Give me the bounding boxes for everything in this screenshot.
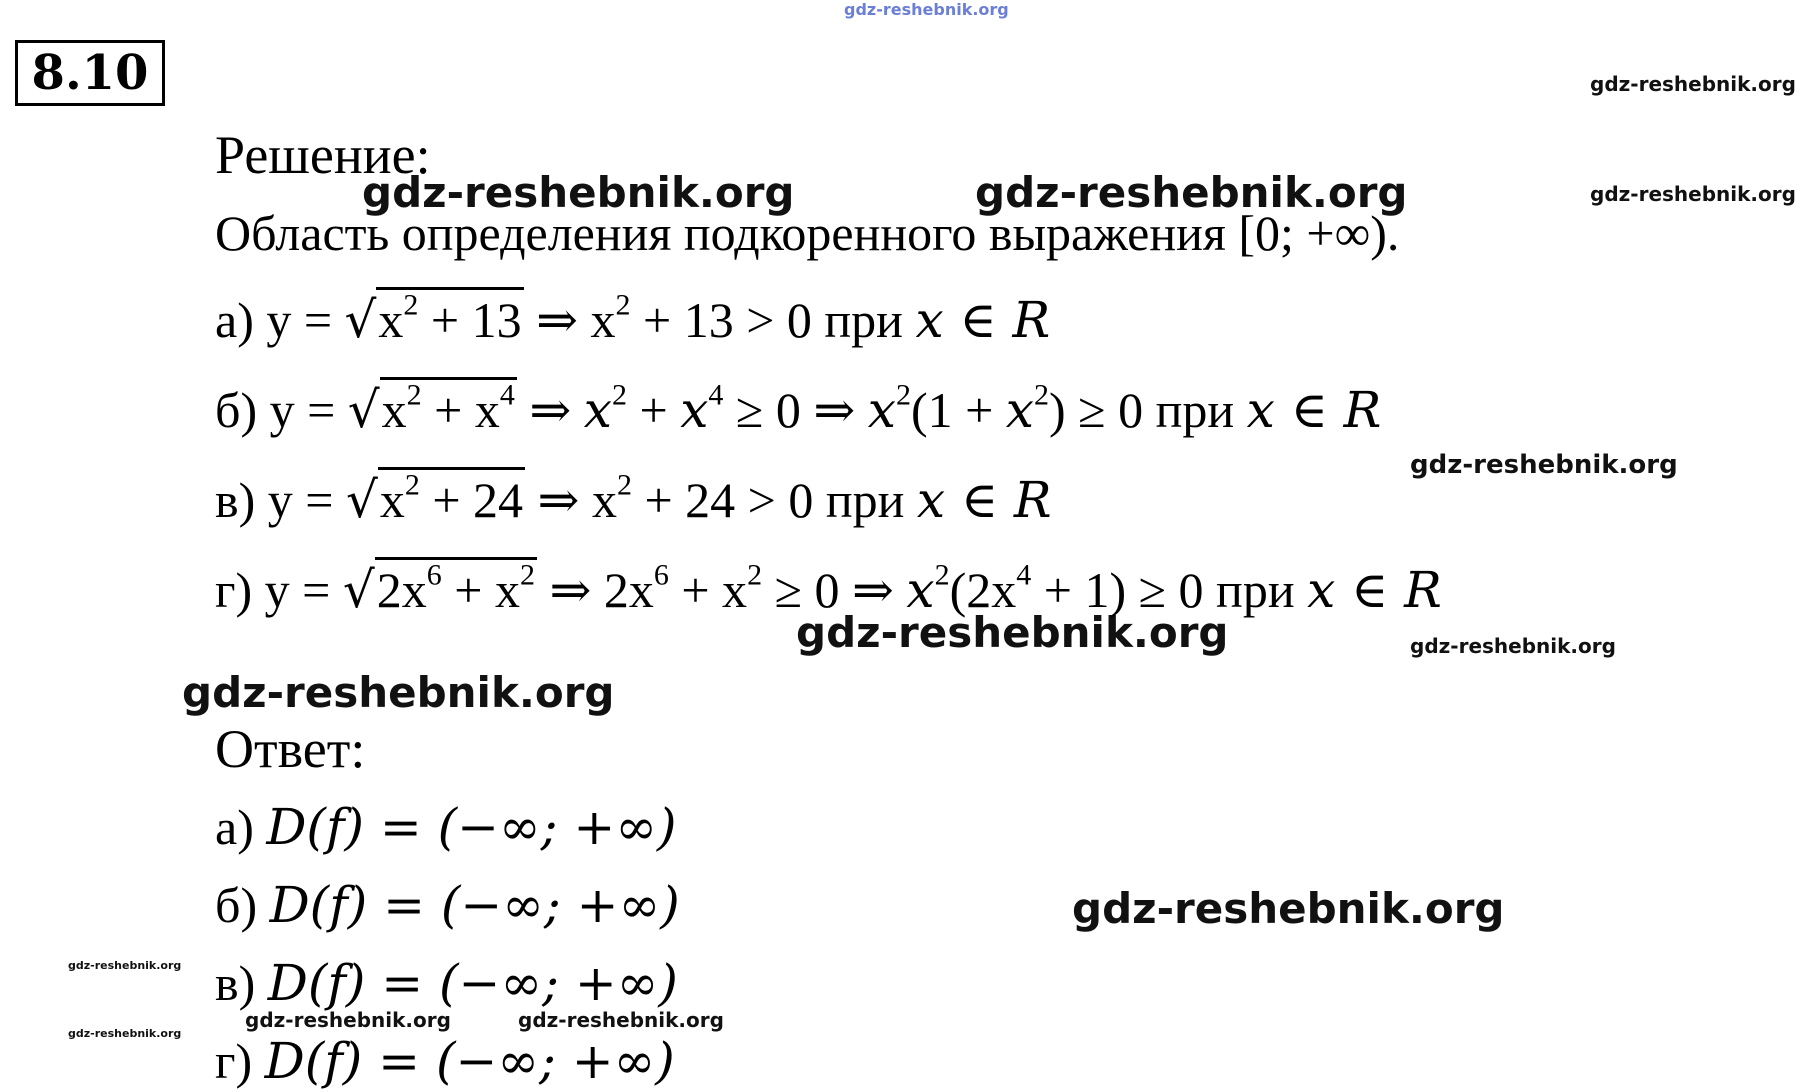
rhs-part: ) ≥ 0 при xyxy=(1049,382,1247,438)
watermark: gdz-reshebnik.org xyxy=(245,1008,451,1032)
radicand-part: + x xyxy=(421,382,500,438)
solution-line-a xyxy=(215,288,1051,349)
item-label: г) xyxy=(215,562,253,618)
radical xyxy=(345,468,525,529)
exponent: 4 xyxy=(1016,558,1032,592)
exponent: 4 xyxy=(708,378,724,412)
rhs-part: (2x xyxy=(949,562,1017,618)
watermark: gdz-reshebnik.org xyxy=(1410,634,1616,658)
exponent: 2 xyxy=(747,558,763,592)
rhs-part: + 13 > 0 при xyxy=(630,292,916,348)
exponent: 2 xyxy=(611,378,627,412)
exponent: 6 xyxy=(653,558,669,592)
rhs-part: + xyxy=(626,382,681,438)
watermark: gdz-reshebnik.org xyxy=(68,1027,182,1040)
radicand-part: + 24 xyxy=(419,472,524,528)
domain-var: x ∈ R xyxy=(916,471,1052,529)
answer-expr: D(f) = (−∞; +∞) xyxy=(266,798,677,856)
lhs: y = xyxy=(266,292,345,348)
domain-var: x ∈ R xyxy=(1246,381,1382,439)
watermark: gdz-reshebnik.org xyxy=(1590,72,1796,96)
item-label: в) xyxy=(215,472,268,528)
var: x xyxy=(1005,381,1034,439)
item-label: б) xyxy=(215,382,258,438)
exponent: 2 xyxy=(895,378,911,412)
var: x xyxy=(583,381,612,439)
answer-b xyxy=(215,876,680,934)
rhs-part: ≥ 0 ⇒ xyxy=(723,382,868,438)
item-label: в) xyxy=(215,955,256,1011)
watermark: gdz-reshebnik.org xyxy=(796,608,1229,657)
problem-number: 8.10 xyxy=(15,40,165,106)
rhs-part: ≥ 0 ⇒ xyxy=(762,562,907,618)
radicand xyxy=(376,287,523,348)
watermark: gdz-reshebnik.org xyxy=(182,668,615,717)
radicand xyxy=(378,467,525,528)
answer-v xyxy=(215,954,678,1012)
radical xyxy=(344,288,524,349)
item-label: г) xyxy=(215,1033,253,1089)
item-label: б) xyxy=(215,877,258,933)
radical xyxy=(342,558,537,619)
watermark: gdz-reshebnik.org xyxy=(1072,884,1505,933)
radicand-part: x xyxy=(381,382,407,438)
rhs-part: ⇒ 2x xyxy=(536,562,654,618)
exponent: 6 xyxy=(426,558,442,592)
watermark: gdz-reshebnik.org xyxy=(68,959,182,972)
exponent: 2 xyxy=(404,468,420,502)
radicand xyxy=(380,377,517,438)
domain-var: x ∈ R xyxy=(1307,561,1442,619)
rhs-part: ⇒ x xyxy=(525,472,617,528)
lhs: y = xyxy=(267,472,346,528)
sqrt-icon: √ xyxy=(345,471,378,529)
exponent: 2 xyxy=(403,288,419,322)
rhs-part: + x xyxy=(668,562,748,618)
exponent: 2 xyxy=(615,288,631,322)
rhs-part: ⇒ x xyxy=(523,292,616,348)
rhs-part: ⇒ xyxy=(516,382,584,438)
exponent: 4 xyxy=(499,378,515,412)
radicand xyxy=(375,557,537,618)
answer-g xyxy=(215,1032,675,1090)
solution-line-b xyxy=(215,378,1382,439)
answer-heading: Ответ: xyxy=(215,719,366,779)
exponent: 2 xyxy=(406,378,422,412)
solution-line-g xyxy=(215,558,1442,619)
lhs: y = xyxy=(269,382,348,438)
var: x xyxy=(680,381,709,439)
sqrt-icon: √ xyxy=(344,291,377,349)
exponent: 2 xyxy=(616,468,632,502)
answer-a xyxy=(215,798,677,856)
var: x xyxy=(867,381,896,439)
radicand-part: + 13 xyxy=(418,292,522,348)
domain-var: x ∈ R xyxy=(915,291,1051,349)
solution-line-v xyxy=(215,468,1052,529)
sqrt-icon: √ xyxy=(342,561,375,619)
rhs-part: + 1) ≥ 0 при xyxy=(1031,562,1308,618)
radical xyxy=(347,378,517,439)
watermark: gdz-reshebnik.org xyxy=(975,168,1408,217)
answer-expr: D(f) = (−∞; +∞) xyxy=(264,1032,675,1090)
radicand-part: x xyxy=(378,292,404,348)
radicand-part: + x xyxy=(441,562,520,618)
radicand-part: 2x xyxy=(376,562,427,618)
exponent: 2 xyxy=(1034,378,1049,412)
exponent: 2 xyxy=(519,558,535,592)
sqrt-icon: √ xyxy=(347,381,380,439)
rhs-part: (1 + xyxy=(910,382,1006,438)
watermark: gdz-reshebnik.org xyxy=(1410,450,1678,480)
item-label: а) xyxy=(215,799,254,855)
item-label: а) xyxy=(215,292,254,348)
solution-heading: Решение: xyxy=(215,125,431,185)
watermark: gdz-reshebnik.org xyxy=(518,1008,724,1032)
answer-expr: D(f) = (−∞; +∞) xyxy=(267,954,678,1012)
exponent: 2 xyxy=(934,558,950,592)
watermark: gdz-reshebnik.org xyxy=(362,168,795,217)
rhs-part: + 24 > 0 при xyxy=(631,472,917,528)
radicand-part: x xyxy=(379,472,405,528)
watermark: gdz-reshebnik.org xyxy=(1590,182,1796,206)
var: x xyxy=(906,561,935,619)
watermark-top[interactable]: gdz-reshebnik.org xyxy=(844,0,1009,19)
answer-expr: D(f) = (−∞; +∞) xyxy=(269,876,680,934)
lhs: y = xyxy=(264,562,343,618)
domain-statement: Область определения подкоренного выражения [0; +∞). xyxy=(215,205,1400,261)
